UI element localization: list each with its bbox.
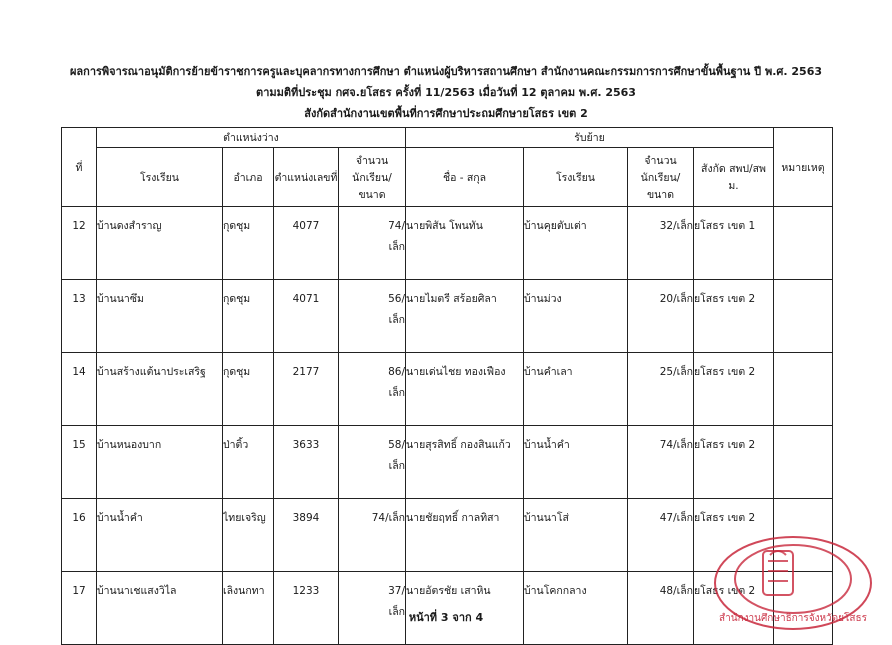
header-no: ที่: [62, 128, 97, 207]
cell-name: นายชัยฤทธิ์ กาลทิสา: [406, 499, 524, 572]
cell-students: [339, 207, 406, 280]
page-number: หน้าที่ 3 จาก 4: [408, 611, 484, 624]
header-position-no: ตำแหน่งเลขที่: [274, 148, 339, 207]
cell-from-students: 48/เล็ก: [628, 572, 694, 645]
cell-position-no: 3894: [274, 499, 339, 572]
cell-students: [339, 426, 406, 499]
cell-school: บ้านนาเชแสงวิไล: [97, 572, 223, 645]
cell-district: กุดชุม: [223, 207, 274, 280]
cell-from-school: บ้านม่วง: [524, 280, 628, 353]
cell-school: บ้านสร้างแต้นาประเสริฐ: [97, 353, 223, 426]
cell-office: ยโสธร เขต 2: [694, 353, 774, 426]
header-students: [339, 148, 406, 207]
cell-position-no: 4077: [274, 207, 339, 280]
header-from-students-line2: นักเรียน/ขนาด: [640, 171, 681, 201]
cell-office: ยโสธร เขต 2: [694, 499, 774, 572]
cell-from-school: บ้านนาโส่: [524, 499, 628, 572]
cell-remark: [774, 280, 833, 353]
cell-district: กุดชุม: [223, 280, 274, 353]
header-office: [694, 148, 774, 207]
header-students-line2: นักเรียน/ขนาด: [352, 171, 392, 201]
cell-from-students: 47/เล็ก: [628, 499, 694, 572]
cell-school: บ้านน้ำคำ: [97, 499, 223, 572]
cell-name: นายพิสัน โพนทัน: [406, 207, 524, 280]
table-row: [62, 426, 833, 499]
cell-office: ยโสธร เขต 2: [694, 280, 774, 353]
header-office-line2: ม.: [728, 180, 739, 192]
document-title: ผลการพิจารณาอนุมัติการย้ายข้าราชการครูและบุคลากรทางการศึกษา ตำแหน่งผู้บริหารสถานศึกษา สำนักงานคณะกรรมการการศึกษาขั้นพื้นฐาน ปี พ.ศ. 2563: [69, 65, 823, 78]
cell-from-students: 20/เล็ก: [628, 280, 694, 353]
office-seal-stamp: [708, 521, 878, 631]
cell-students-line2: เล็ก: [388, 387, 405, 399]
cell-remark: [774, 426, 833, 499]
cell-school: บ้านดงสำราญ: [97, 207, 223, 280]
cell-remark: [774, 207, 833, 280]
header-students-line1: จำนวน: [355, 154, 389, 167]
office-affiliation: สังกัดสำนักงานเขตพื้นที่การศึกษาประถมศึกษายโสธร เขต 2: [304, 107, 588, 120]
cell-no: 16: [62, 499, 97, 572]
header-district: อำเภอ: [223, 148, 274, 207]
cell-remark: [774, 353, 833, 426]
cell-students: [339, 353, 406, 426]
cell-name: นายอัตรชัย เสาหิน: [406, 572, 524, 645]
cell-name: นายสุรสิทธิ์ กองสินแก้ว: [406, 426, 524, 499]
header-office-line1: สังกัด สพป/สพ: [701, 163, 766, 175]
cell-name: นายไมตรี สร้อยศิลา: [406, 280, 524, 353]
header-group-vacant: ตำแหน่งว่าง: [97, 128, 406, 148]
cell-students-line1: 58/: [388, 439, 405, 451]
cell-district: เลิงนกทา: [223, 572, 274, 645]
header-from-school: โรงเรียน: [524, 148, 628, 207]
cell-from-school: บ้านโคกกลาง: [524, 572, 628, 645]
cell-district: ป่าติ้ว: [223, 426, 274, 499]
seal-emblem-detail: [768, 551, 788, 581]
cell-no: 17: [62, 572, 97, 645]
cell-office: ยโสธร เขต 1: [694, 207, 774, 280]
cell-from-school: บ้านน้ำคำ: [524, 426, 628, 499]
header-group-transfer: รับย้าย: [406, 128, 774, 148]
header-school: โรงเรียน: [97, 148, 223, 207]
seal-emblem: [763, 551, 793, 595]
cell-no: 15: [62, 426, 97, 499]
cell-from-school: บ้านคำเลา: [524, 353, 628, 426]
cell-school: บ้านหนองบาก: [97, 426, 223, 499]
cell-from-students: 74/เล็ก: [628, 426, 694, 499]
cell-position-no: 1233: [274, 572, 339, 645]
cell-school: บ้านนาซึม: [97, 280, 223, 353]
cell-students-line1: 86/: [388, 366, 405, 378]
table-row: [62, 207, 833, 280]
cell-no: 13: [62, 280, 97, 353]
cell-district: ไทยเจริญ: [223, 499, 274, 572]
header-from-students-line1: จำนวน: [644, 154, 677, 167]
cell-students: [339, 499, 406, 572]
cell-district: กุดชุม: [223, 353, 274, 426]
cell-students: [339, 280, 406, 353]
cell-students-line1: 74/เล็ก: [371, 512, 405, 524]
header-name: ชื่อ - สกุล: [406, 148, 524, 207]
cell-no: 12: [62, 207, 97, 280]
cell-from-students: 25/เล็ก: [628, 353, 694, 426]
cell-office: ยโสธร เขต 2: [694, 426, 774, 499]
cell-students-line2: เล็ก: [388, 314, 405, 326]
cell-office: ยโสธร เขต 2: [694, 572, 774, 645]
header-from-students: [628, 148, 694, 207]
seal-text: สำนักงานศึกษาธิการจังหวัดยโสธร: [719, 613, 867, 624]
cell-students-line1: 56/: [388, 293, 405, 305]
cell-students-line2: เล็ก: [388, 606, 405, 618]
cell-students-line1: 74/: [388, 220, 405, 232]
cell-position-no: 3633: [274, 426, 339, 499]
cell-name: นายเด่นไชย ทองเฟือง: [406, 353, 524, 426]
table-row: [62, 280, 833, 353]
meeting-resolution: ตามมติที่ประชุม กศจ.ยโสธร ครั้งที่ 11/2563 เมื่อวันที่ 12 ตุลาคม พ.ศ. 2563: [256, 86, 636, 99]
cell-from-students: 32/เล็ก: [628, 207, 694, 280]
cell-from-school: บ้านคุยตับเต่า: [524, 207, 628, 280]
cell-students-line2: เล็ก: [388, 241, 405, 253]
table-row: [62, 353, 833, 426]
cell-position-no: 4071: [274, 280, 339, 353]
cell-students-line1: 37/: [388, 585, 405, 597]
header-remark: หมายเหตุ: [774, 128, 833, 207]
cell-position-no: 2177: [274, 353, 339, 426]
cell-students-line2: เล็ก: [388, 460, 405, 472]
cell-no: 14: [62, 353, 97, 426]
